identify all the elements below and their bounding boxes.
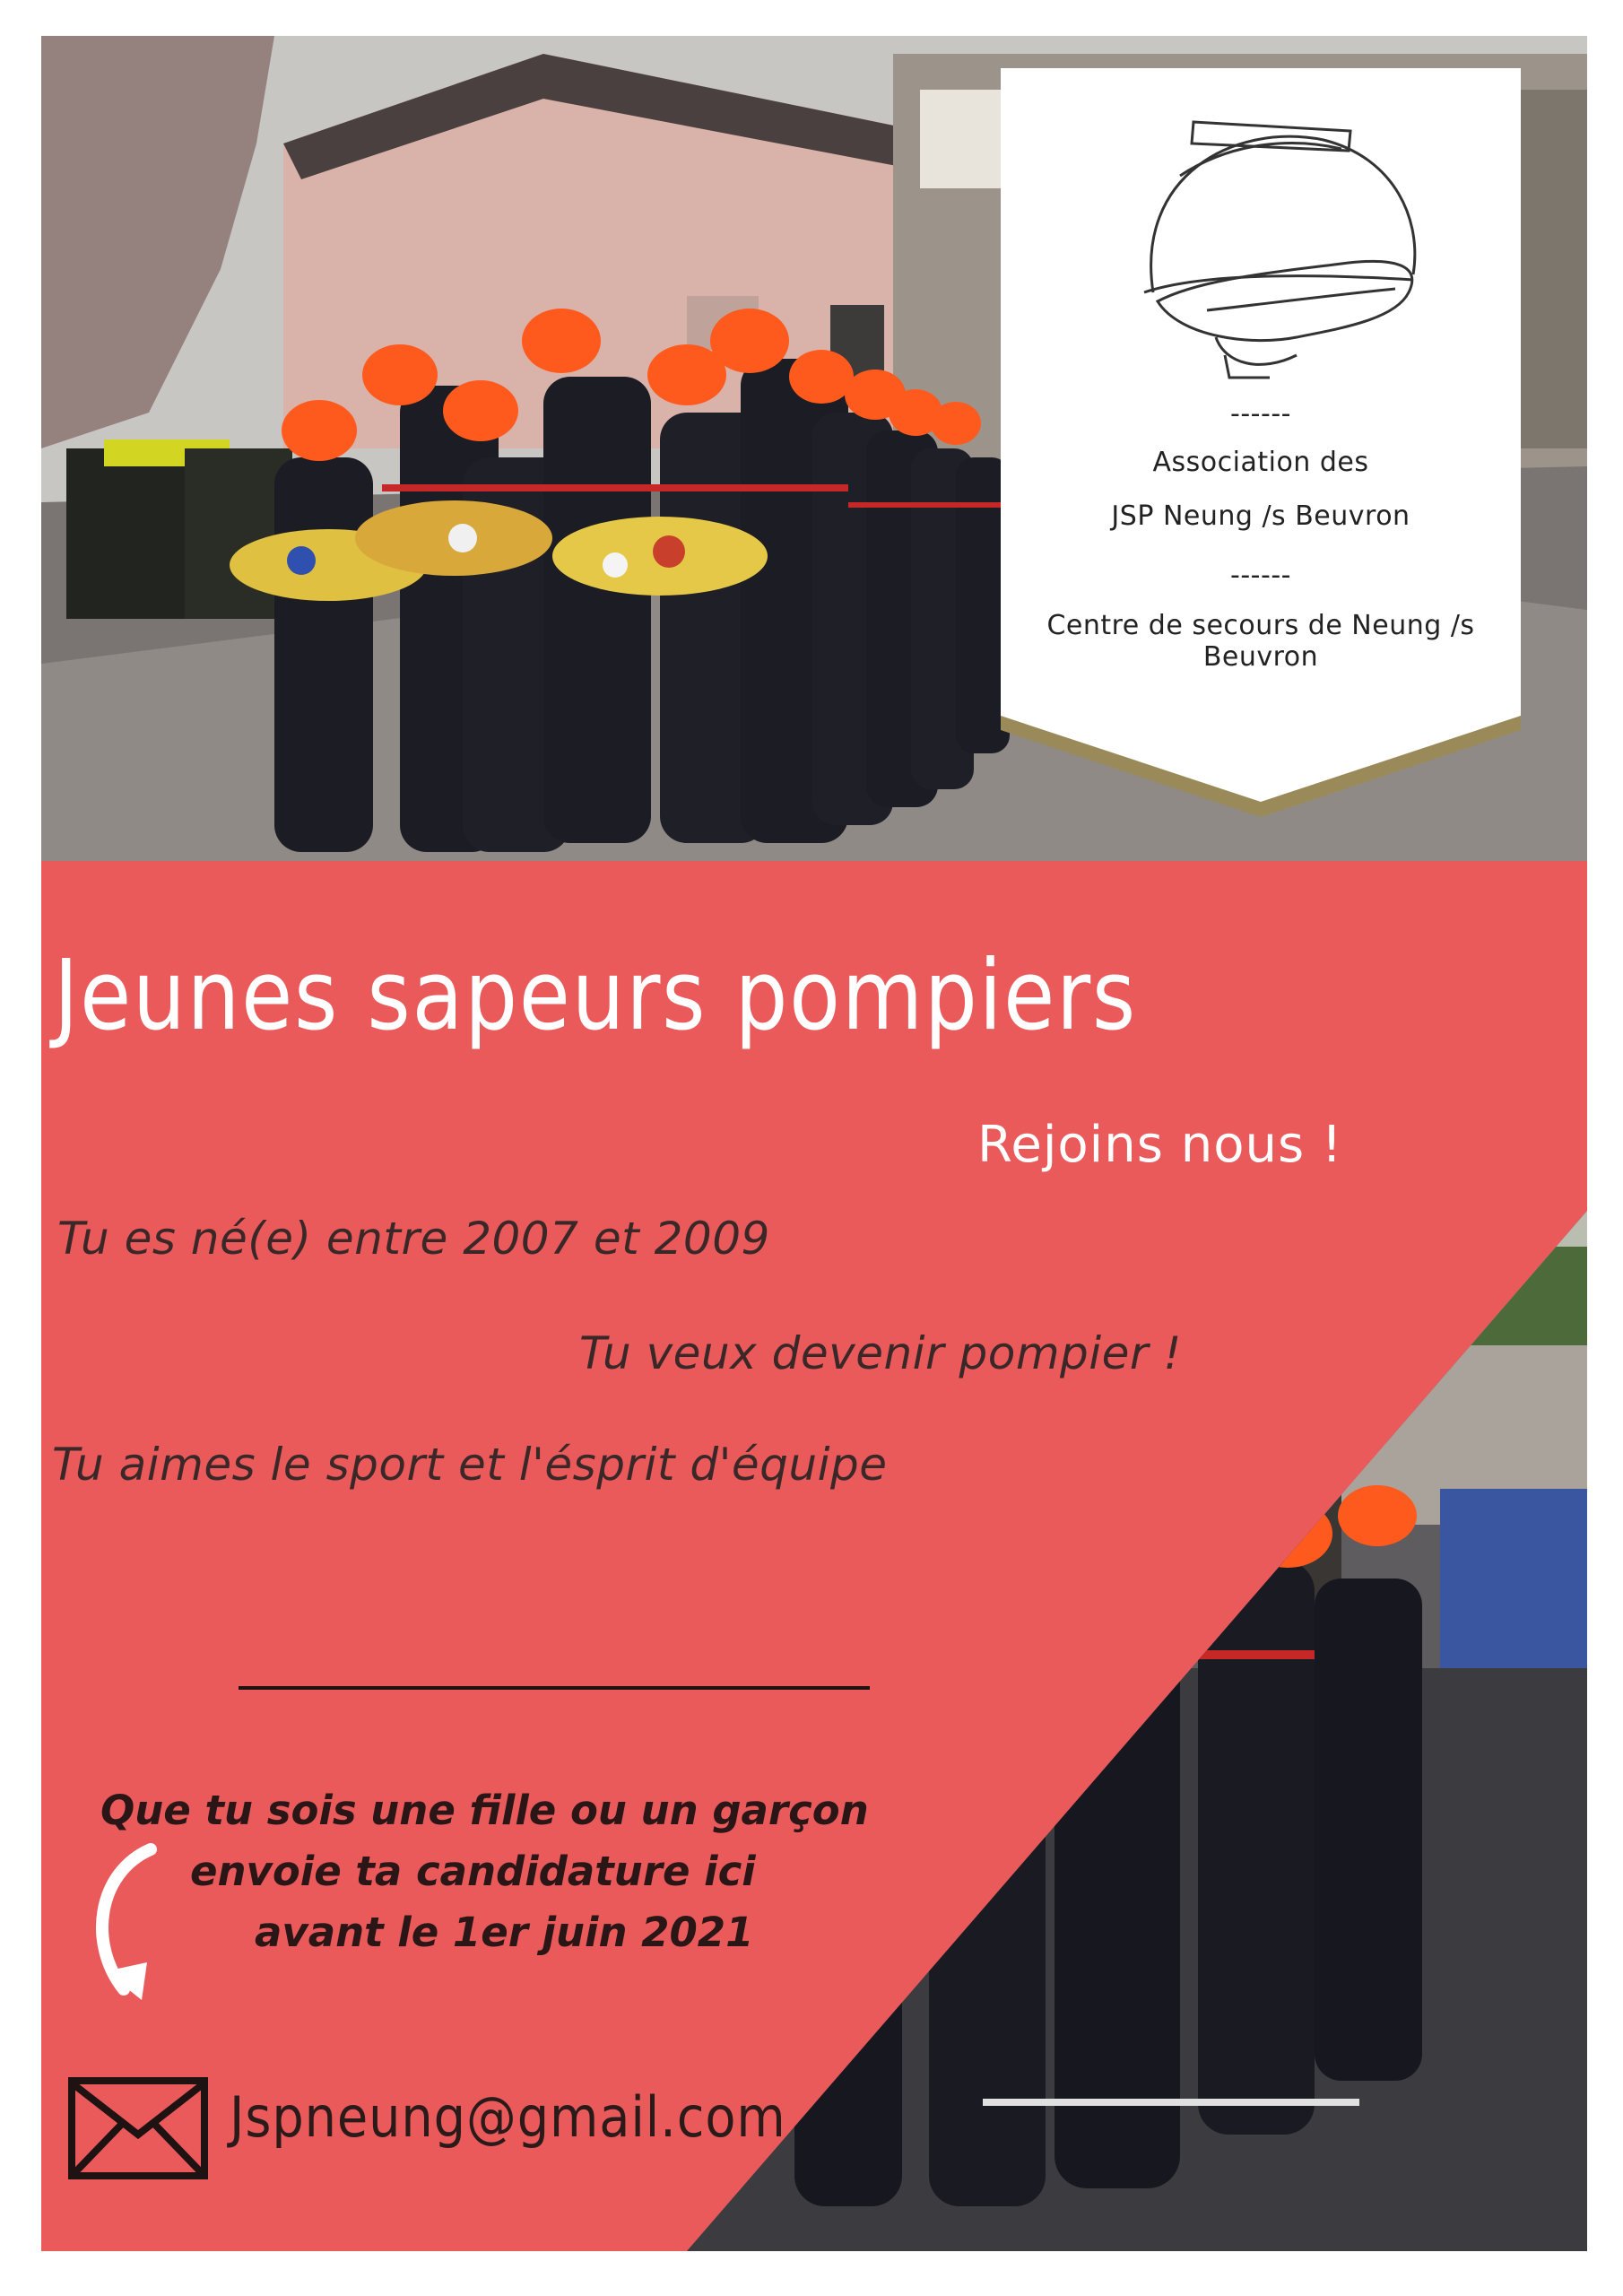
main-title: Jeunes sapeurs pompiers bbox=[54, 940, 1138, 1052]
pennant-shape bbox=[1001, 68, 1521, 822]
curved-arrow-icon bbox=[79, 1837, 178, 2007]
sport-team-text: Tu aimes le sport et l'ésprit d'équipe bbox=[52, 1439, 888, 1491]
association-line-1: Association des bbox=[1152, 447, 1369, 478]
association-line-2: JSP Neung /s Beuvron bbox=[1111, 500, 1410, 532]
contact-email[interactable]: Jspneung@gmail.com bbox=[230, 2084, 786, 2150]
logo-separator-1: ------ bbox=[1230, 398, 1291, 430]
cta-line-3: avant le 1er juin 2021 bbox=[255, 1909, 754, 1956]
red-band bbox=[41, 861, 1587, 2251]
parade-photo-bottom bbox=[41, 861, 1587, 2251]
cta-line-2: envoie ta candidature ici bbox=[190, 1848, 756, 1895]
logo-separator-2: ------ bbox=[1230, 560, 1291, 591]
divider-line bbox=[239, 1686, 870, 1690]
birth-years-text: Tu es né(e) entre 2007 et 2009 bbox=[57, 1213, 770, 1265]
poster bbox=[41, 36, 1587, 2251]
become-firefighter-text: Tu veux devenir pompier ! bbox=[579, 1327, 1182, 1379]
cta-line-1: Que tu sois une fille ou un garçon bbox=[100, 1787, 869, 1834]
envelope-icon bbox=[66, 2075, 210, 2183]
centre-de-secours: Centre de secours de Neung /s Beuvron bbox=[1046, 610, 1475, 673]
logo-pennant bbox=[1001, 68, 1521, 822]
join-text: Rejoins nous ! bbox=[977, 1116, 1343, 1174]
